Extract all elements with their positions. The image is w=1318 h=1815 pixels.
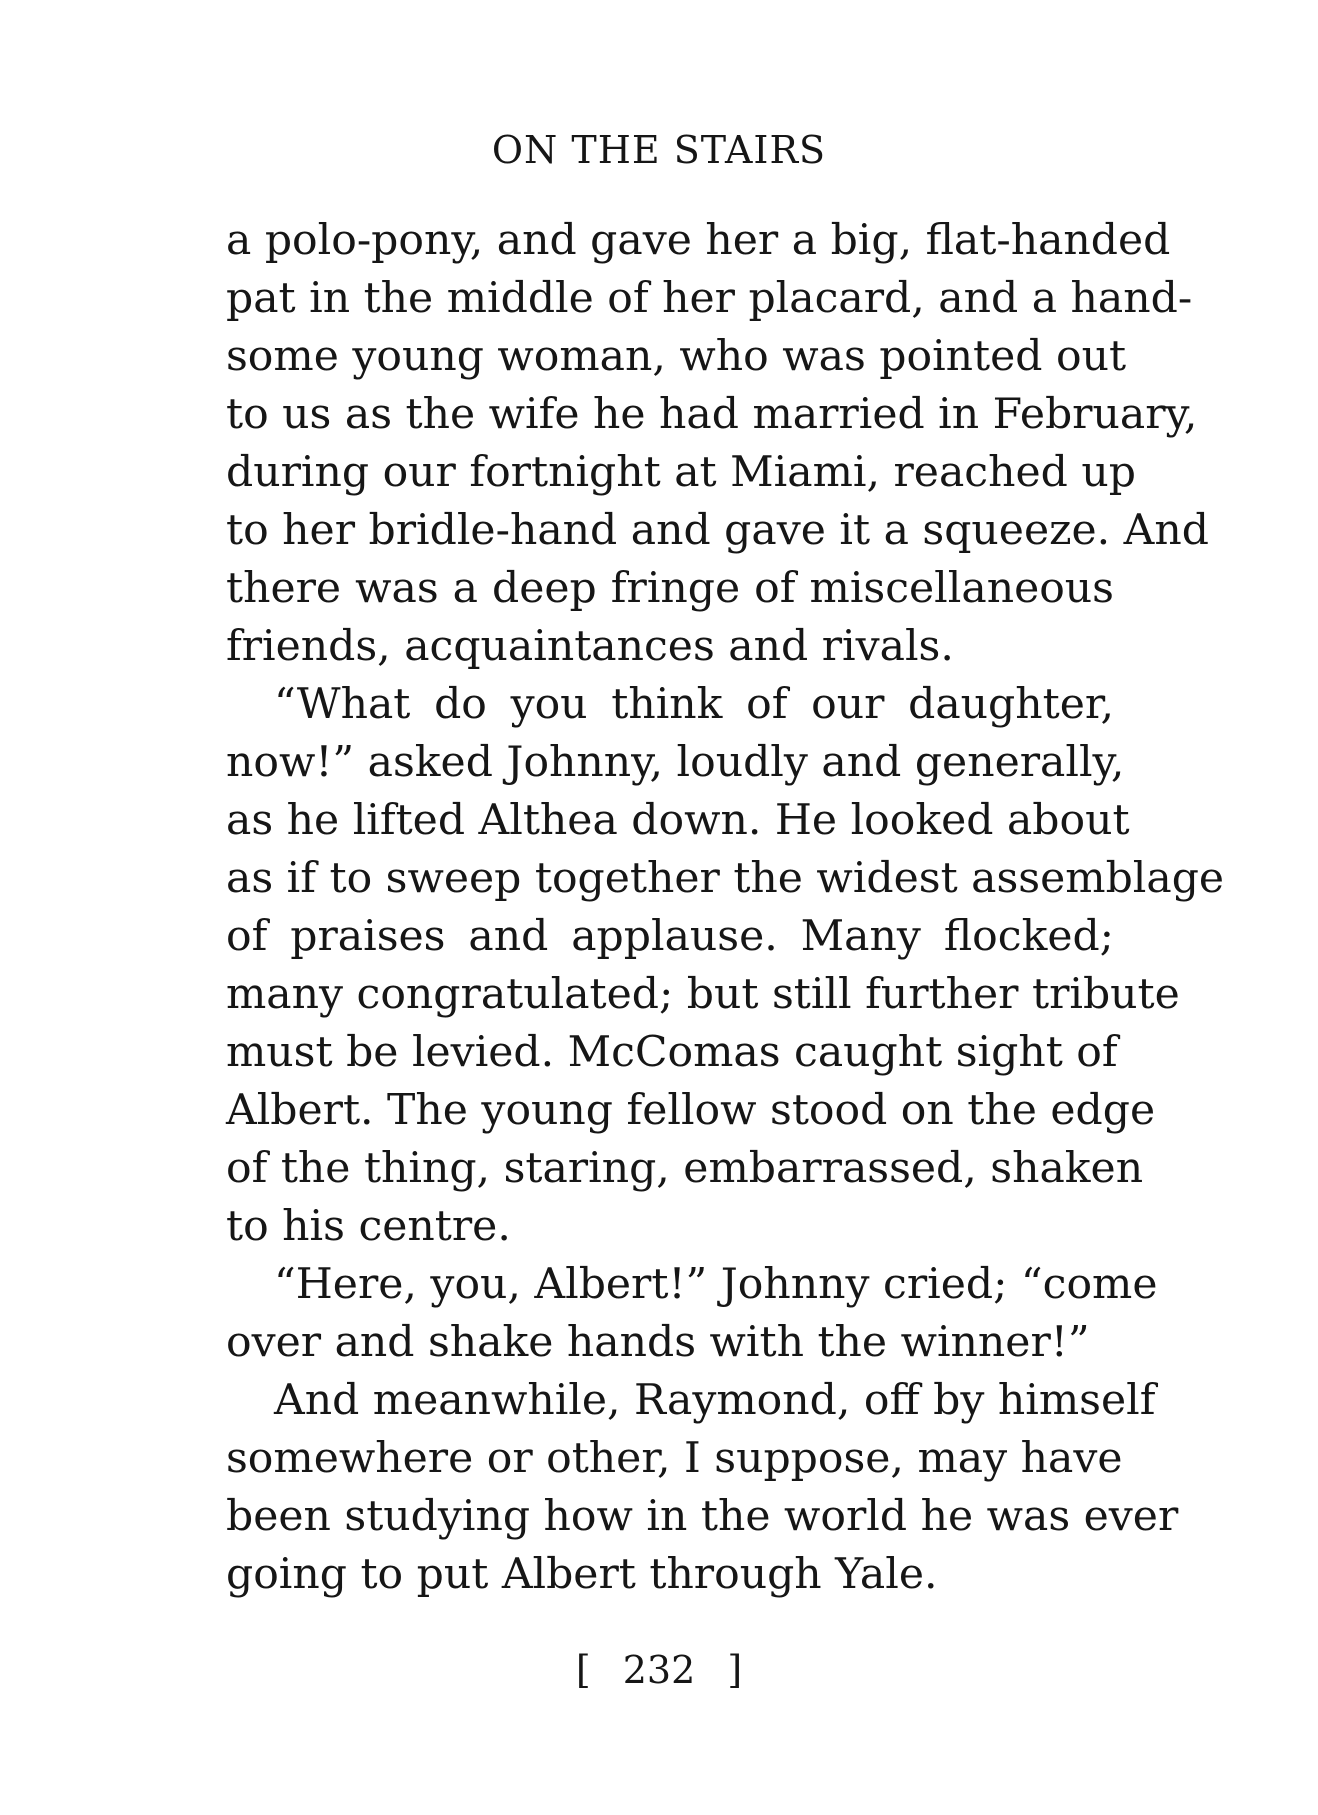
text-line: of praises and applause. Many flocked; bbox=[226, 912, 1114, 961]
text-line: as he lifted Althea down. He looked about bbox=[226, 796, 1130, 845]
text-line: now!” asked Johnny, loudly and generally, bbox=[226, 738, 1125, 787]
text-line: been studying how in the world he was ever bbox=[226, 1492, 1179, 1541]
text-line: to his centre. bbox=[226, 1202, 511, 1251]
text-line: of the thing, staring, embarrassed, shaken bbox=[226, 1144, 1144, 1193]
text-line: to us as the wife he had married in February, bbox=[226, 390, 1198, 439]
text-line: pat in the middle of her placard, and a hand- bbox=[226, 274, 1193, 323]
text-line: many congratulated; but still further tribute bbox=[226, 970, 1180, 1019]
text-line: “Here, you, Albert!” Johnny cried; “come bbox=[274, 1260, 1158, 1309]
text-line: there was a deep fringe of miscellaneous bbox=[226, 564, 1114, 613]
text-line: over and shake hands with the winner!” bbox=[226, 1318, 1090, 1367]
text-line: as if to sweep together the widest assemblage bbox=[226, 854, 1225, 903]
body-text bbox=[226, 212, 1225, 1604]
text-line: Albert. The young fellow stood on the edge bbox=[226, 1086, 1156, 1135]
text-line: during our fortnight at Miami, reached up bbox=[226, 448, 1136, 497]
text-line: going to put Albert through Yale. bbox=[226, 1550, 938, 1599]
text-line: somewhere or other, I suppose, may have bbox=[226, 1434, 1123, 1483]
text-line: “What do you think of our daughter, bbox=[274, 680, 1114, 729]
text-line: friends, acquaintances and rivals. bbox=[226, 622, 954, 671]
page-number: [ 232 ] bbox=[575, 1648, 743, 1692]
text-line: to her bridle-hand and gave it a squeeze. And bbox=[226, 506, 1209, 555]
running-head: ON THE STAIRS bbox=[491, 128, 827, 172]
text-line: And meanwhile, Raymond, off by himself bbox=[274, 1376, 1156, 1425]
text-line: a polo-pony, and gave her a big, flat-handed bbox=[226, 216, 1171, 265]
text-line: must be levied. McComas caught sight of bbox=[226, 1028, 1118, 1077]
text-line: some young woman, who was pointed out bbox=[226, 332, 1127, 381]
